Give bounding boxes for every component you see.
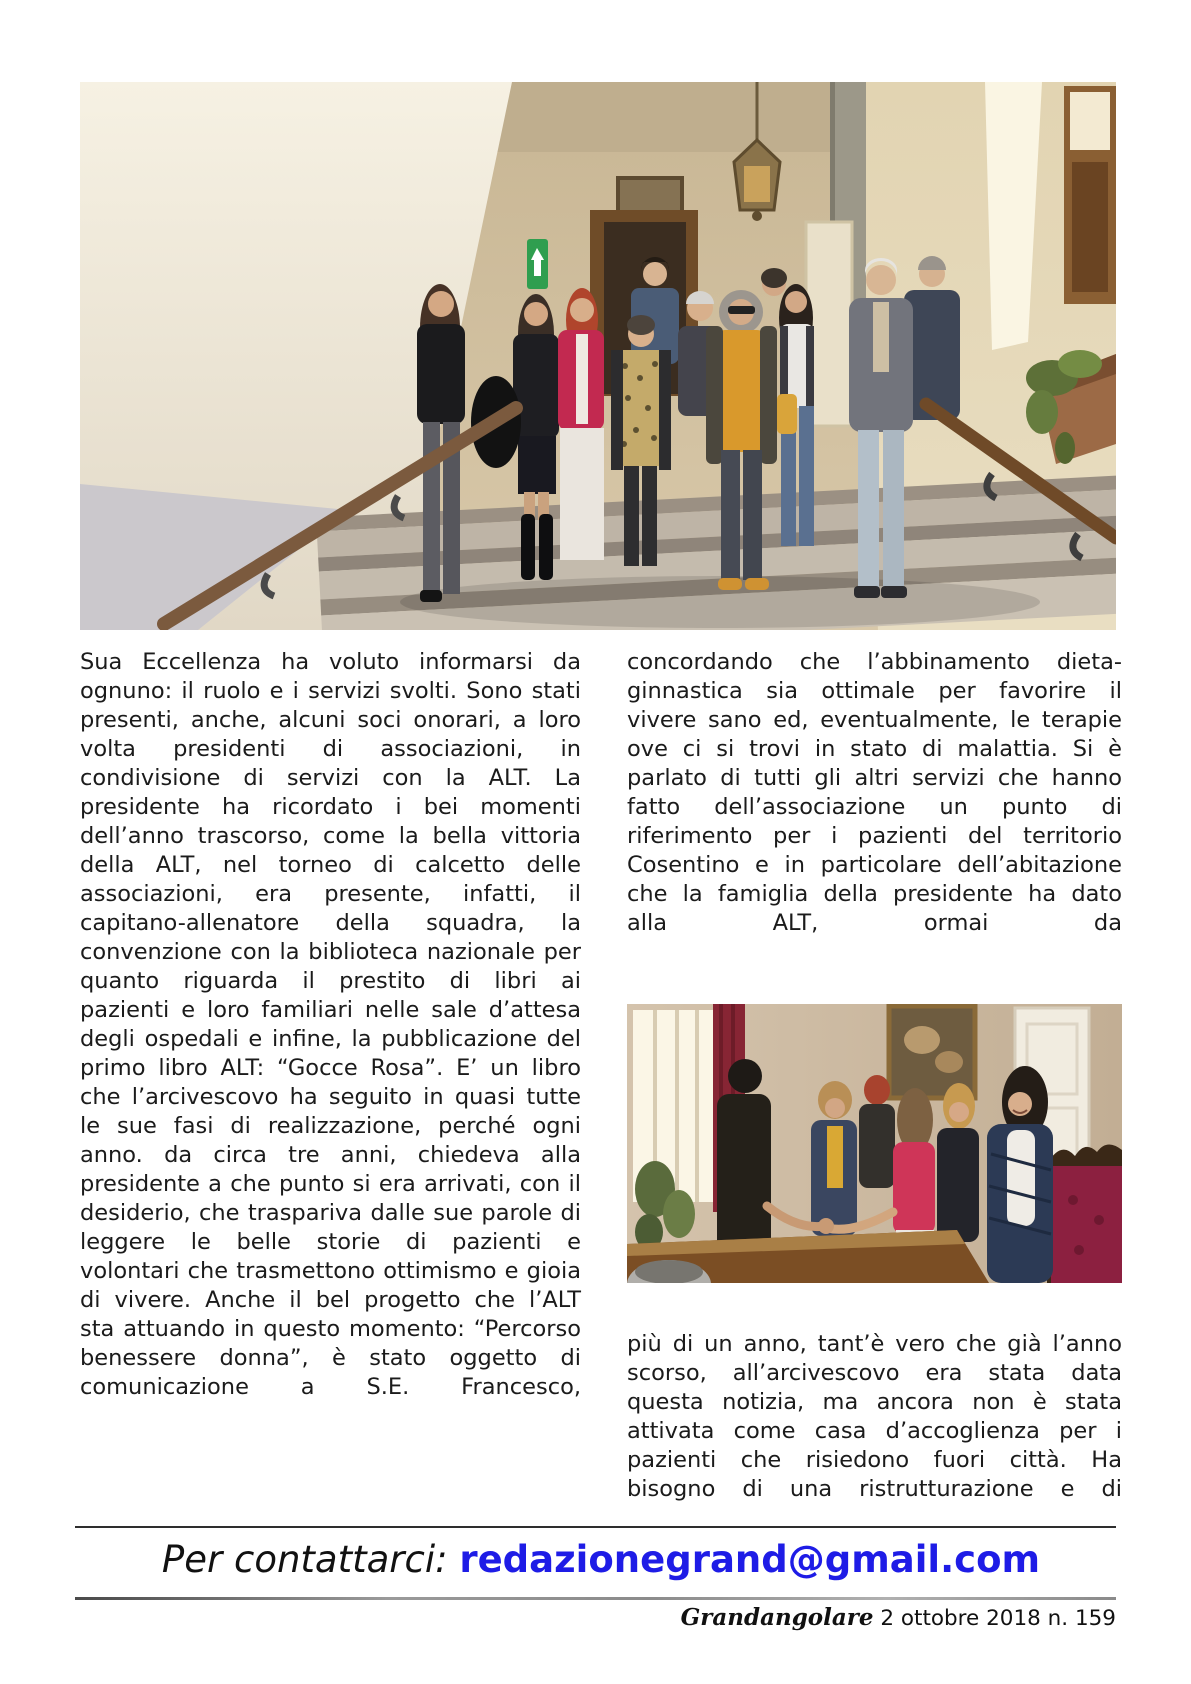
meeting-photo <box>627 1004 1122 1283</box>
contact-line <box>80 1534 1122 1586</box>
divider-bottom <box>75 1597 1116 1600</box>
contact-label: Per contattarci: <box>161 1538 448 1581</box>
issue-line <box>80 1603 1116 1634</box>
issue-info: 2 ottobre 2018 n. 159 <box>873 1606 1116 1631</box>
right-column-paragraph-1: concordando che l’abbinamento dieta-ginnastica sia ottimale per favorire il vivere sano ed, eventualmente, le terapie ove ci si trovi in stato di malattia. Si è parlato di tutti gli altri servizi che hanno fatto dell’associazione un punto di riferimento per i pazienti del territorio Cosentino e in particolare dell’abitazione che la famiglia della presidente ha dato alla ALT, ormai da <box>627 649 1122 936</box>
divider-top <box>75 1526 1116 1528</box>
right-column-paragraph-2: più di un anno, tant’è vero che già l’anno scorso, all’arcivescovo era stata data questa notizia, ma ancora non è stata attivata come casa d’accoglienza per i pazienti che risiedono fuori città. Ha bisogno di una ristrutturazione e di <box>627 1331 1122 1502</box>
meeting-photo-art <box>627 1004 1122 1283</box>
left-column <box>80 648 581 1402</box>
contact-email-link[interactable]: redazionegrand@gmail.com <box>459 1538 1041 1581</box>
right-column <box>627 648 1122 1508</box>
staircase-photo-art <box>80 82 1116 630</box>
staircase-photo <box>80 82 1116 630</box>
left-column-paragraph: Sua Eccellenza ha voluto informarsi da ognuno: il ruolo e i servizi svolti. Sono stati presenti, anche, alcuni soci onorari, a loro volta presidenti di associazioni, in condivisione di servizi con la ALT. La presidente ha ricordato i bei momenti dell’anno trascorso, come la bella vittoria della ALT, nel torneo di calcetto delle associazioni, era presente, infatti, il capitano-allenatore della squadra, la convenzione con la biblioteca nazionale per quanto riguarda il prestito di libri ai pazienti e loro familiari nelle sale d’attesa degli ospedali e infine, la pubblicazione del primo libro ALT: “Gocce Rosa”. E’ un libro che l’arcivescovo ha seguito in quasi tutte le sue fasi di realizzazione, perché ogni anno. da circa tre anni, chiedeva alla presidente a che punto si era arrivati, con il desiderio, che traspariva dalle sue parole di leggere le belle storie di pazienti e volontari che trasmettono ottimismo e gioia di vivere. Anche il bel progetto che l’ALT sta attuando in questo momento: “Percorso benessere donna”, è stato oggetto di comunicazione a S.E. Francesco, <box>80 649 581 1400</box>
publication-name: Grandangolare <box>680 1604 874 1631</box>
article-body <box>80 648 1122 1508</box>
